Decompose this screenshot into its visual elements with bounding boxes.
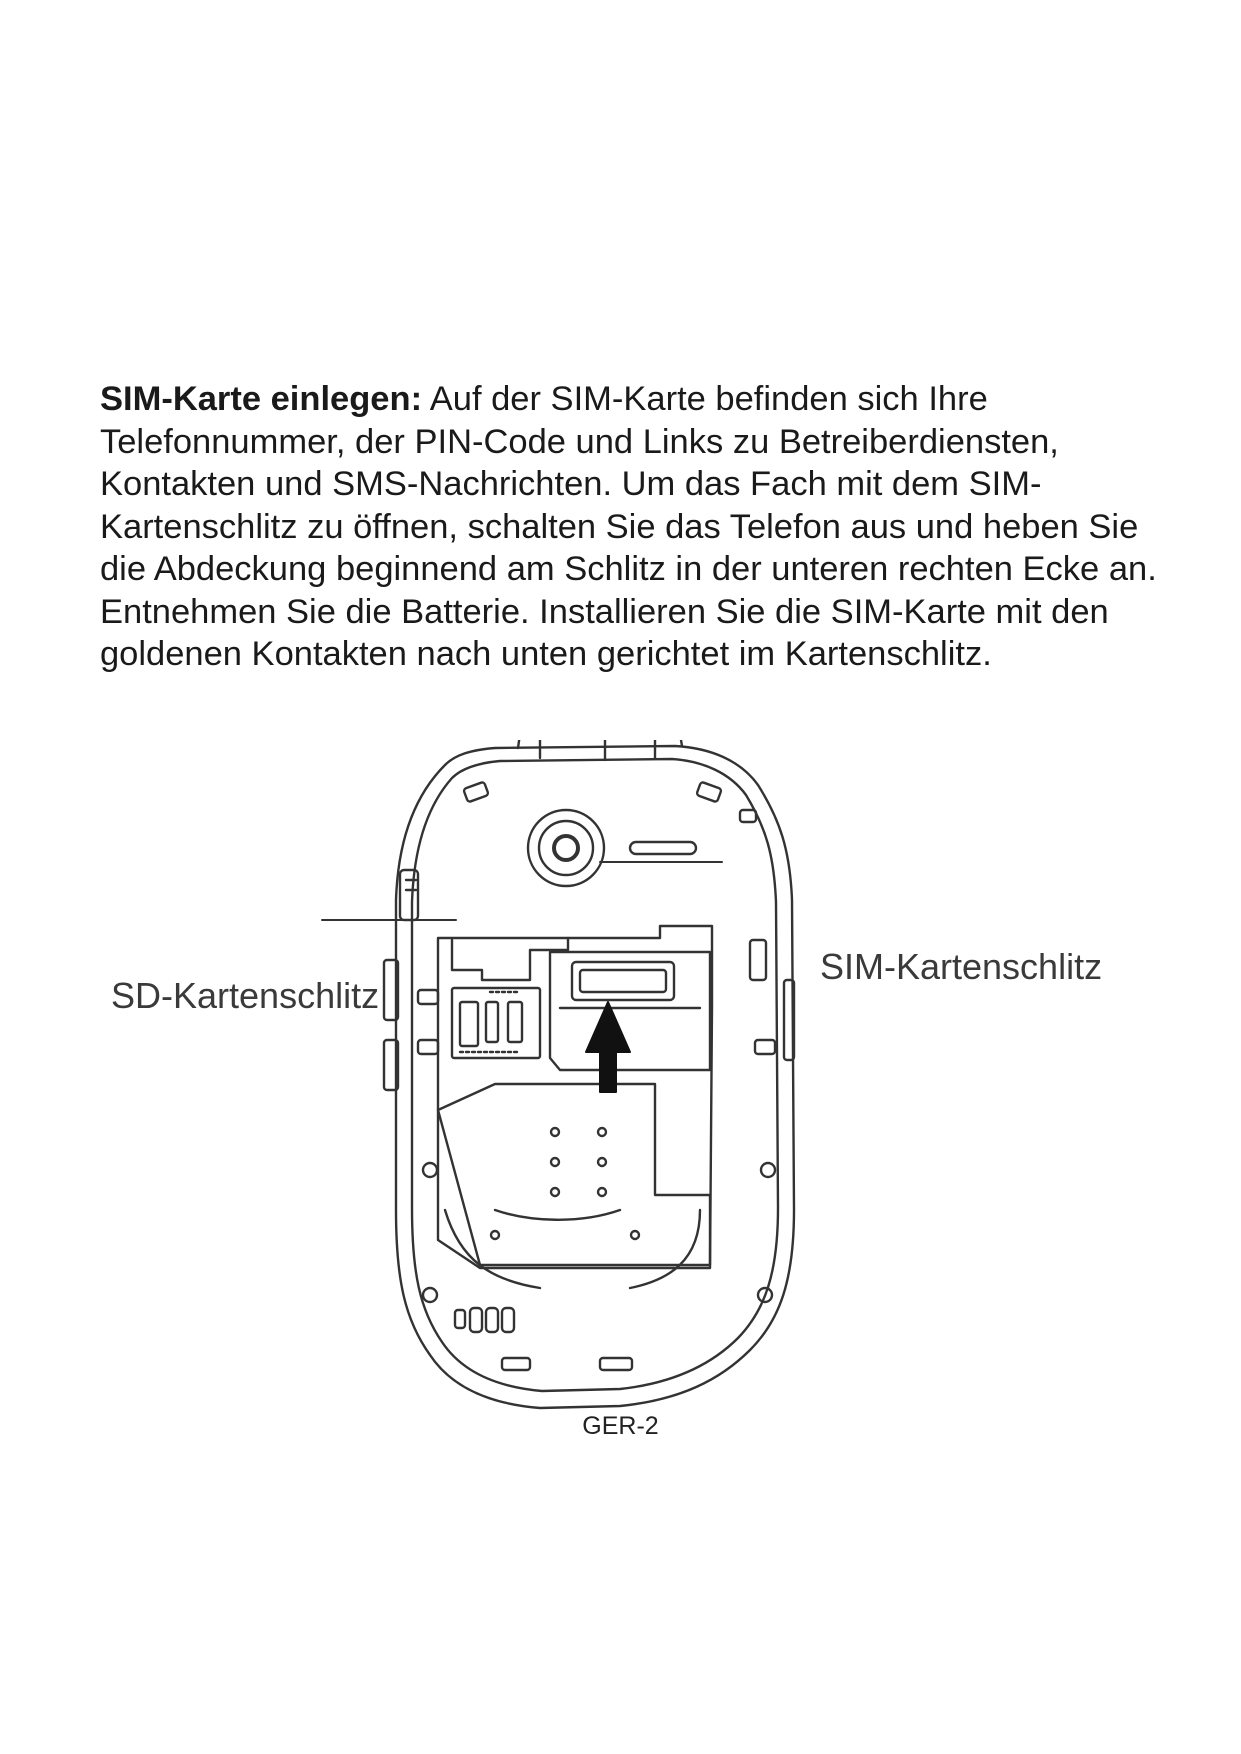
section-heading: SIM-Karte einlegen: <box>100 380 423 418</box>
instruction-text: Auf der SIM-Karte befinden sich Ihre Telefonnummer, der PIN-Code und Links zu Betreiberdiensten, Kontakten und SMS-Nachrichten. Um das Fach mit dem SIM-Kartenschlitz zu öffnen, schalten Sie das Telefon aus und heben Sie die Abdeckung beginnend am Schlitz in der unteren rechten Ecke an. Entnehmen Sie die Batterie. Installieren Sie die SIM-Karte mit den goldenen Kontakten nach unten gerichtet im Kartenschlitz. <box>100 380 1157 673</box>
page-number: GER-2 <box>582 1412 659 1440</box>
battery-plate <box>438 1084 710 1265</box>
instruction-paragraph <box>100 378 1160 676</box>
speaker-slot <box>630 842 696 854</box>
phone-diagram <box>100 740 1140 1420</box>
camera-lens <box>554 836 578 860</box>
battery-compartment <box>438 926 712 1268</box>
battery-connector <box>455 1308 514 1332</box>
sd-slot-label: SD-Kartenschlitz <box>111 975 380 1016</box>
phone-outer-shell <box>396 746 794 1408</box>
sd-card-holder <box>452 988 540 1058</box>
sim-slot-label: SIM-Kartenschlitz <box>820 946 1103 987</box>
phone-inner-rim <box>412 759 778 1391</box>
insert-direction-arrow <box>586 1002 630 1092</box>
phone-back-illustration <box>100 740 1140 1420</box>
